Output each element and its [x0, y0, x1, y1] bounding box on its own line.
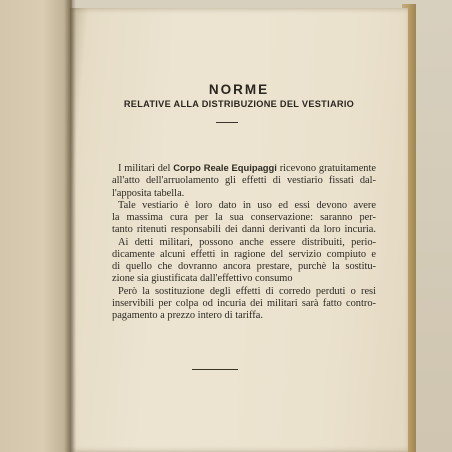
paragraph-2-line-1: Tale vestiario è loro dato in uso ed essi devono avere — [118, 199, 376, 211]
paragraph-3-line-4: zione sia giustificata dall'effettivo consumo — [112, 273, 293, 285]
paragraph-1-lead: I militari del — [118, 163, 174, 174]
document-subtitle: RELATIVE ALLA DISTRIBUZIONE DEL VESTIARIO — [123, 99, 355, 109]
corps-name: Corpo Reale Equipaggi — [173, 162, 277, 173]
paragraph-4-line-2: inservibili per colpa od incuria dei militari sarà fatto contro- — [112, 297, 376, 309]
paragraph-4-line-1: Però la sostituzione degli effetti di corredo perduti o resi — [118, 285, 376, 297]
document-title: NORME — [208, 82, 270, 97]
paragraph-1-line-3: l'apposita tabella. — [112, 187, 185, 199]
paragraph-4-line-3: pagamento a prezzo intero di tariffa. — [112, 310, 263, 321]
paragraph-3-line-1: Ai detti militari, possono anche essere distribuiti, perio- — [118, 236, 376, 248]
paragraph-2-line-3: tanto ritenuti responsabili dei danni derivanti da loro incuria. — [112, 224, 376, 236]
paragraph-1-line-2: all'atto dell'arruolamento gli effetti di vestiario fissati dal- — [112, 175, 376, 187]
title-divider — [216, 122, 238, 123]
closing-divider — [192, 369, 238, 370]
left-book-page — [0, 0, 72, 452]
binding-fold-shadow — [64, 0, 76, 452]
paragraph-3-line-3: di quello che dovranno ancora prestare, purchè la sostitu- — [112, 261, 376, 272]
paragraph-1-tail: ricevono gratuitamente — [276, 163, 376, 174]
regulations-text — [112, 162, 376, 322]
paragraph-3-line-2: dicamente alcuni effetti in ragione del servizio compiuto e — [112, 248, 376, 260]
paragraph-2-line-2: la massima cura per la sua conservazione: saranno per- — [112, 212, 376, 223]
paragraph-1-line-1 — [112, 162, 376, 175]
